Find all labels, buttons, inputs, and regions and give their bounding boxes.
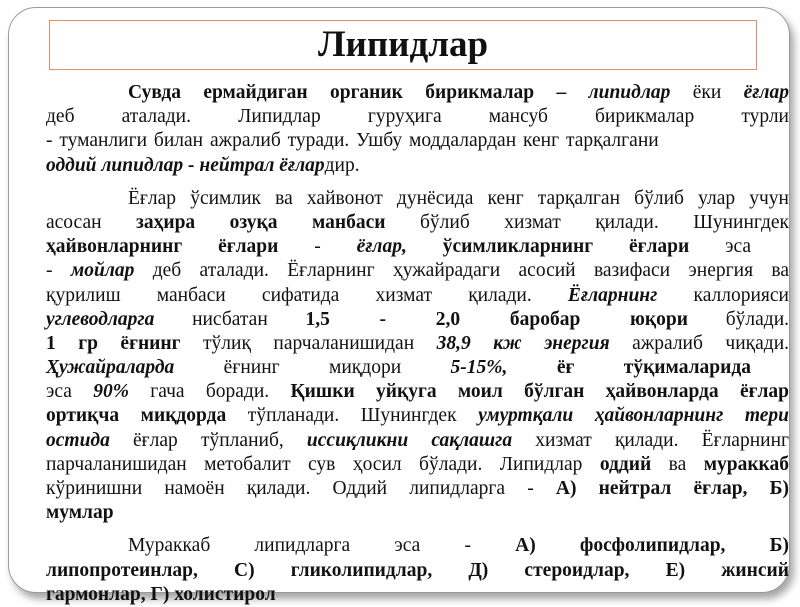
paragraph-3-line-2: липопротеинлар, С) гликолипидлар, Д) стероидлар, Е) жинсий — [46, 559, 789, 581]
text-run: А) нейтрал ёғлар, — [555, 478, 748, 499]
paragraph-2-line-4 — [46, 259, 789, 283]
text-run: Сувда ермайдиган органик бирикмалар – — [128, 82, 567, 103]
text-run: Мураккаб липидларга эса - — [128, 535, 471, 557]
slide-frame — [8, 7, 790, 605]
text-run: 38,9 кж энергия — [436, 332, 610, 354]
paragraph-2-line-5 — [46, 284, 789, 308]
slide-body — [46, 81, 789, 607]
paragraph-2-line-7 — [46, 332, 789, 356]
paragraph-3-line-1 — [46, 534, 789, 558]
paragraph-2-line-11 — [46, 429, 789, 453]
paragraph-2-line-2 — [46, 211, 789, 235]
paragraph-2-line-13 — [46, 477, 789, 501]
paragraph-1-line-4 — [46, 154, 789, 178]
text-run: ёғлар, — [356, 236, 407, 258]
paragraph-1-line-1 — [46, 81, 789, 105]
paragraph-2-line-12 — [46, 453, 789, 477]
text-run: заҳира озуқа манбаси — [136, 211, 386, 233]
title-box — [49, 20, 757, 70]
text-run: каллорияси — [693, 284, 789, 306]
text-run: тўпланади. Шунингдек — [247, 405, 457, 427]
text-run: оддий липидлар - нейтрал ёғлар — [46, 154, 325, 176]
text-run: парчаланишидан метобалит сув ҳосил бўлади. Липидлар — [46, 453, 583, 475]
text-run: ёғ тўқималарида — [556, 357, 751, 379]
text-run: кўринишни намоён қилади. Оддий липидларга - — [46, 478, 534, 499]
text-run: эса — [725, 236, 752, 258]
text-run: - — [46, 260, 53, 282]
text-run: тўлиқ парчаланишидан — [203, 332, 415, 354]
text-run: хизмат қилади. Ёғларнинг — [535, 429, 790, 451]
text-run: остида — [46, 429, 110, 451]
paragraph-2-line-8 — [46, 356, 789, 380]
text-run: 5-15%, — [450, 357, 508, 379]
text-run: А) фосфолипидлар, Б) — [515, 535, 789, 557]
text-run: ажралиб чиқади. — [632, 332, 790, 354]
text-run: бўлиб хизмат қилади. Шунингдек — [420, 211, 789, 233]
paragraph-1-line-2: деб аталади. Липидлар гуруҳига мансуб бирикмалар турли — [46, 106, 789, 128]
text-run: дир. — [324, 154, 360, 176]
paragraph-2-line-3 — [46, 235, 789, 259]
paragraph-1-line-3: - туманлиги билан ажралиб туради. Ушбу моддалардан кенг тарқалгани — [46, 130, 659, 152]
text-run: липидлар — [588, 82, 671, 103]
paragraph-2-line-14: мумлар — [46, 502, 114, 524]
paragraph-2-line-6 — [46, 308, 789, 332]
text-run: - — [314, 236, 321, 258]
text-run: Ҳужайраларда — [46, 357, 175, 379]
text-run: ёғлар — [743, 82, 790, 103]
text-run: ёғлар тўпланиб, — [133, 429, 284, 451]
text-run: ёки — [692, 82, 722, 103]
text-run: оддий — [599, 453, 652, 475]
text-run: бўлади. — [725, 308, 790, 330]
text-run: ўсимликларнинг ёғлари — [442, 236, 690, 258]
paragraph-3-line-3: гармонлар, Г) холистирол — [46, 583, 276, 605]
text-run: нисбатан — [192, 308, 268, 330]
text-run: иссиқликни сақлашга — [306, 429, 513, 451]
paragraph-gap — [46, 178, 789, 187]
text-run: қурилиш манбаси сифатида хизмат қилади. — [46, 284, 532, 306]
text-run: Қишки уйқуга моил бўлган ҳайвонларда ёғлар — [290, 381, 789, 403]
text-run: мойлар — [70, 260, 135, 282]
text-run: углеводларга — [46, 308, 155, 330]
text-run: Ёғларнинг — [567, 284, 658, 306]
text-run: деб аталади. Ёғларнинг ҳужайрадаги асосий вазифаси энергия ва — [152, 260, 790, 282]
text-run: ёғнинг миқдори — [223, 357, 402, 379]
paragraph-gap — [46, 525, 789, 534]
text-run: 1 гр ёғнинг — [46, 332, 181, 354]
text-run: ва — [668, 453, 687, 475]
text-run: эса — [46, 381, 72, 403]
text-run: ҳайвонларнинг ёғлари — [46, 236, 279, 258]
paragraph-2-line-9 — [46, 380, 789, 404]
text-run: 90% — [93, 381, 129, 403]
text-run: асосан — [46, 211, 102, 233]
text-run: умуртқали ҳайвонларнинг тери — [478, 405, 789, 427]
paragraph-2-line-10 — [46, 404, 789, 428]
text-run: Б) — [769, 478, 790, 499]
text-run: мураккаб — [703, 453, 789, 475]
text-run: 1,5 - 2,0 баробар юқори — [305, 308, 688, 330]
page-title: Липидлар — [317, 24, 489, 65]
text-run: гача боради. — [150, 381, 270, 403]
paragraph-2-line-1: Ёғлар ўсимлик ва хайвонот дунёсида кенг тарқалган бўлиб улар учун — [128, 187, 789, 209]
text-run: ортиқча миқдорда — [46, 405, 227, 427]
